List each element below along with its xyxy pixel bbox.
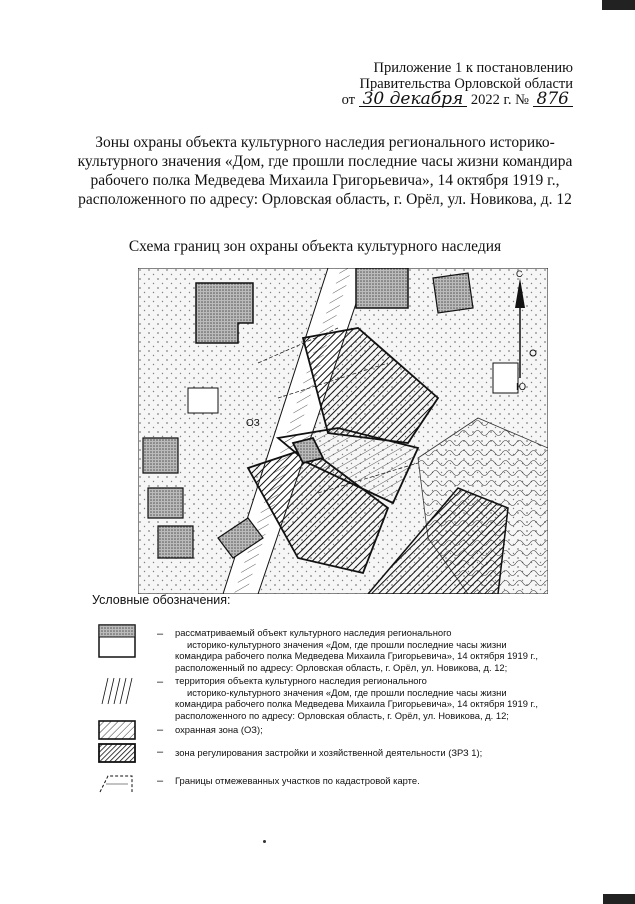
legend-item-2-line-1: территория объекта культурного наследия регионального xyxy=(175,675,427,686)
header-year: 2022 г. № xyxy=(470,92,529,108)
document-title: Зоны охраны объекта культурного наследия регионального историко-культурного значения «Дом, где прошли последние часы жизни командира рабочего полка Медведева Михаила Григорьевича», 14 октября 1919 г., расположенного по адресу: Орловская область, г. Орёл, ул. Новикова, д. 12 xyxy=(77,134,573,208)
legend-item-1-line-4: расположенный по адресу: Орловская область, г. Орёл, ул. Новикова, д. 12; xyxy=(175,661,508,673)
header-date-line xyxy=(313,89,573,109)
legend-item-2-text xyxy=(175,675,570,721)
legend-item-1-line-2: историко-культурного значения «Дом, где прошли последние часы жизни xyxy=(187,638,507,650)
legend-dash-2: – xyxy=(157,676,164,688)
legend-item-2-line-2: историко-культурного значения «Дом, где прошли последние часы жизни xyxy=(187,686,507,698)
scan-mark-bottom xyxy=(603,894,635,904)
protection-zone-swatch-icon xyxy=(98,720,136,740)
document-header xyxy=(313,60,573,108)
zrz-zone-swatch-icon xyxy=(98,743,136,763)
legend-item-4-text: зона регулирования застройки и хозяйственной деятельности (ЗРЗ 1); xyxy=(175,747,483,758)
legend-item-1-line-1: рассматриваемый объект культурного наследия регионального xyxy=(175,627,452,638)
legend-item-5-text: Границы отмежеванных участков по кадастровой карте. xyxy=(175,775,420,786)
legend-item-1-text xyxy=(175,627,570,673)
legend-title: Условные обозначения: xyxy=(92,593,231,607)
legend-item-1-line-3: командира рабочего полка Медведева Михаила Григорьевича», 14 октября 1919 г., xyxy=(175,650,539,661)
header-line-2: Правительства Орловской области xyxy=(359,76,573,92)
header-from-prefix: от xyxy=(341,92,355,108)
territory-hatch-swatch-icon xyxy=(98,674,136,708)
legend-dash-1: – xyxy=(157,628,164,640)
object-swatch-icon xyxy=(98,624,136,658)
handwritten-number: 876 xyxy=(533,92,573,107)
map-label-south: Ю xyxy=(516,382,527,393)
map-label-north: С xyxy=(516,269,523,279)
header-line-1: Приложение 1 к постановлению xyxy=(373,60,573,76)
legend-item-3-text: охранная зона (ОЗ); xyxy=(175,724,263,735)
scan-mark-top xyxy=(602,0,635,10)
scheme-subtitle: Схема границ зон охраны объекта культурного наследия xyxy=(128,238,502,255)
map-label-oz: ОЗ xyxy=(246,418,260,429)
handwritten-date: 30 декабря xyxy=(359,92,468,107)
legend-dash-5: – xyxy=(157,775,164,787)
legend-dash-4: – xyxy=(157,746,164,758)
boundary-scheme-map xyxy=(138,268,548,594)
legend-item-2-line-3: командира рабочего полка Медведева Михаила Григорьевича», 14 октября 1919 г., xyxy=(175,698,539,709)
scan-speck xyxy=(263,840,266,843)
cadastral-boundary-swatch-icon xyxy=(98,770,136,796)
legend-item-2-line-4: расположенного по адресу: Орловская область, г. Орёл, ул. Новикова, д. 12; xyxy=(175,709,509,721)
legend-dash-3: – xyxy=(157,724,164,736)
